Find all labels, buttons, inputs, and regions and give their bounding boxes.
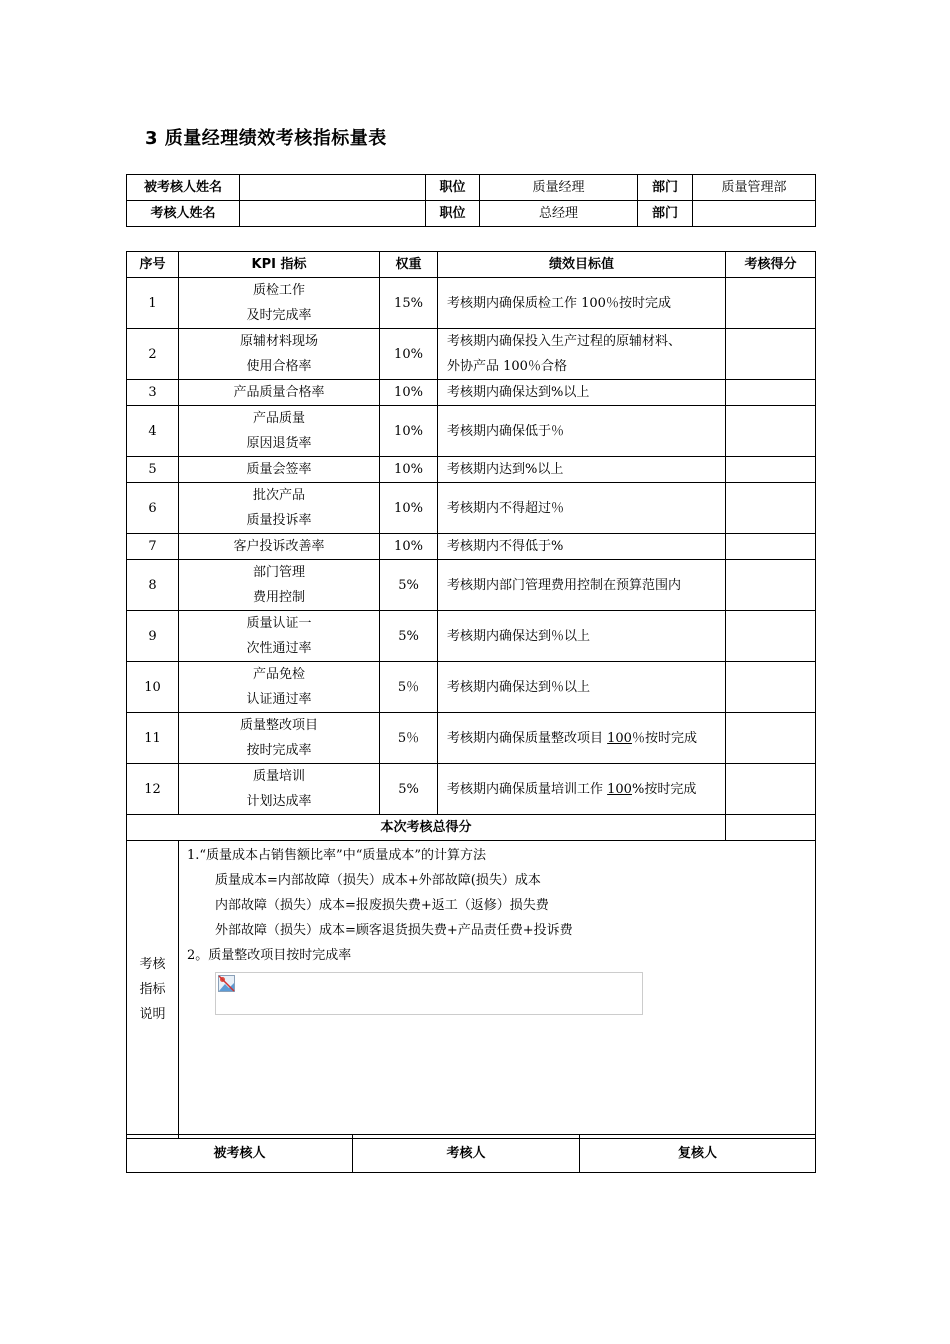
header-score: 考核得分 [726, 252, 816, 278]
row-no: 12 [127, 764, 179, 815]
row-no: 8 [127, 560, 179, 611]
notes-content [179, 841, 816, 1139]
note-line: 1.“质量成本占销售额比率”中“质量成本”的计算方法 [187, 848, 486, 863]
table-row [127, 329, 816, 380]
department-label: 部门 [638, 201, 693, 227]
signature-table [126, 1134, 816, 1173]
total-row [127, 815, 816, 841]
kpi-name: 产品质量 原因退货率 [179, 406, 380, 457]
note-line: 外部故障（损失）成本=顾客退货损失费+产品责任费+投诉费 [215, 923, 573, 938]
row-no: 5 [127, 457, 179, 483]
assessor-name-value[interactable] [240, 201, 426, 227]
header-target: 绩效目标值 [438, 252, 726, 278]
note-line: 内部故障（损失）成本=报废损失费+返工（返修）损失费 [215, 898, 549, 913]
kpi-table [126, 251, 816, 1139]
note-line: 2。质量整改项目按时完成率 [187, 948, 352, 963]
kpi-name: 部门管理 费用控制 [179, 560, 380, 611]
target: 考核期内确保达到%以上 [438, 380, 726, 406]
table-row [127, 457, 816, 483]
position-label: 职位 [426, 201, 480, 227]
row-no: 9 [127, 611, 179, 662]
row-no: 11 [127, 713, 179, 764]
target: 考核期内确保达到％以上 [438, 611, 726, 662]
note-line: 质量成本=内部故障（损失）成本+外部故障(损失）成本 [215, 873, 541, 888]
weight: 10% [380, 329, 438, 380]
notes-row [127, 841, 816, 1139]
target: 考核期内确保质量整改项目 100％按时完成 [438, 713, 726, 764]
target: 考核期内达到%以上 [438, 457, 726, 483]
score-cell[interactable] [726, 483, 816, 534]
kpi-name: 质检工作 及时完成率 [179, 278, 380, 329]
target: 考核期内不得超过％ [438, 483, 726, 534]
weight: 5% [380, 611, 438, 662]
target: 考核期内确保投入生产过程的原辅材料、 外协产品 100％合格 [438, 329, 726, 380]
score-cell[interactable] [726, 457, 816, 483]
kpi-name: 质量培训 计划达成率 [179, 764, 380, 815]
reviewer-signature-label: 复核人 [580, 1135, 816, 1173]
score-cell[interactable] [726, 329, 816, 380]
department-label: 部门 [638, 175, 693, 201]
table-row [127, 713, 816, 764]
score-cell[interactable] [726, 380, 816, 406]
total-score-label: 本次考核总得分 [127, 815, 726, 841]
assessor-department-value[interactable] [693, 201, 816, 227]
row-no: 2 [127, 329, 179, 380]
table-row [127, 406, 816, 457]
table-row [127, 611, 816, 662]
weight: 10% [380, 406, 438, 457]
score-cell[interactable] [726, 560, 816, 611]
weight: 5% [380, 560, 438, 611]
assessee-name-label: 被考核人姓名 [127, 175, 240, 201]
weight: 5％ [380, 713, 438, 764]
score-cell[interactable] [726, 764, 816, 815]
total-score-cell[interactable] [726, 815, 816, 841]
info-table [126, 174, 816, 227]
kpi-name: 批次产品 质量投诉率 [179, 483, 380, 534]
position-label: 职位 [426, 175, 480, 201]
assessee-name-value[interactable] [240, 175, 426, 201]
weight: 10% [380, 483, 438, 534]
row-no: 3 [127, 380, 179, 406]
assessee-signature-label: 被考核人 [127, 1135, 353, 1173]
table-row [127, 483, 816, 534]
assessee-department-value: 质量管理部 [693, 175, 816, 201]
kpi-name: 产品质量合格率 [179, 380, 380, 406]
weight: 15% [380, 278, 438, 329]
kpi-header-row [127, 252, 816, 278]
table-row [127, 662, 816, 713]
kpi-name: 质量认证一 次性通过率 [179, 611, 380, 662]
signature-row [127, 1135, 816, 1173]
table-row [127, 560, 816, 611]
target: 考核期内确保质量培训工作 100%按时完成 [438, 764, 726, 815]
table-row [127, 278, 816, 329]
score-cell[interactable] [726, 406, 816, 457]
header-weight: 权重 [380, 252, 438, 278]
assessor-signature-label: 考核人 [353, 1135, 580, 1173]
table-row [127, 380, 816, 406]
assessee-position-value: 质量经理 [480, 175, 638, 201]
score-cell[interactable] [726, 611, 816, 662]
row-no: 10 [127, 662, 179, 713]
weight: 10% [380, 457, 438, 483]
weight: 10% [380, 380, 438, 406]
score-cell[interactable] [726, 713, 816, 764]
target: 考核期内部门管理费用控制在预算范围内 [438, 560, 726, 611]
weight: 5％ [380, 662, 438, 713]
target: 考核期内确保质检工作 100％按时完成 [438, 278, 726, 329]
embedded-image-placeholder [215, 972, 643, 1015]
kpi-name: 质量整改项目 按时完成率 [179, 713, 380, 764]
header-kpi: KPI 指标 [179, 252, 380, 278]
row-no: 1 [127, 278, 179, 329]
weight: 5% [380, 764, 438, 815]
assessor-name-label: 考核人姓名 [127, 201, 240, 227]
target: 考核期内确保达到％以上 [438, 662, 726, 713]
table-row [127, 764, 816, 815]
kpi-name: 产品免检 认证通过率 [179, 662, 380, 713]
row-no: 4 [127, 406, 179, 457]
broken-image-icon [218, 975, 235, 992]
target: 考核期内不得低于% [438, 534, 726, 560]
page-title: 3 质量经理绩效考核指标量表 [145, 128, 387, 149]
assessor-position-value: 总经理 [480, 201, 638, 227]
info-row [127, 175, 816, 201]
kpi-name: 客户投诉改善率 [179, 534, 380, 560]
score-cell[interactable] [726, 534, 816, 560]
row-no: 6 [127, 483, 179, 534]
notes-label: 考核 指标 说明 [127, 841, 179, 1139]
score-cell[interactable] [726, 662, 816, 713]
table-row [127, 534, 816, 560]
target: 考核期内确保低于％ [438, 406, 726, 457]
weight: 10% [380, 534, 438, 560]
kpi-name: 质量会签率 [179, 457, 380, 483]
info-row [127, 201, 816, 227]
score-cell[interactable] [726, 278, 816, 329]
header-no: 序号 [127, 252, 179, 278]
row-no: 7 [127, 534, 179, 560]
kpi-name: 原辅材料现场 使用合格率 [179, 329, 380, 380]
